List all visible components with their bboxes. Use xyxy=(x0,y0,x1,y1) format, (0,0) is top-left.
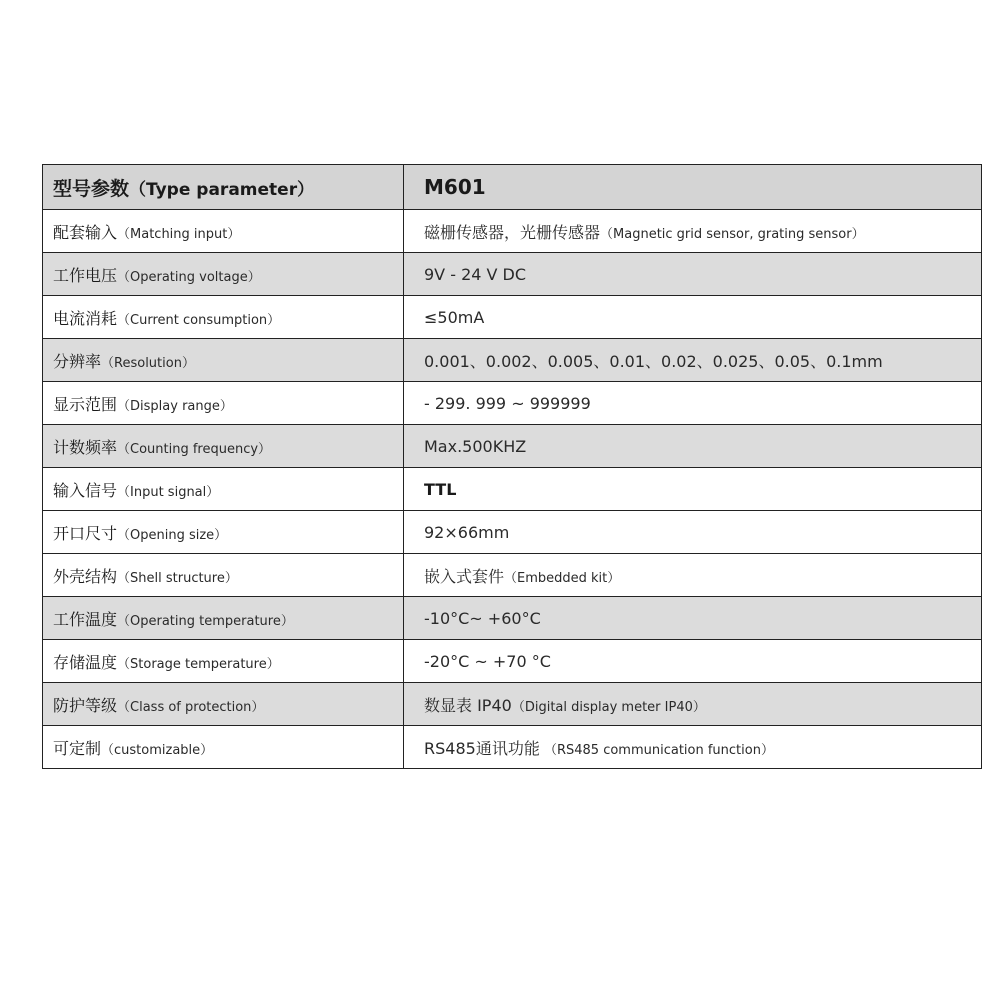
row-value: 0.001、0.002、0.005、0.01、0.02、0.025、0.05、0.1mm xyxy=(424,351,883,371)
row-value-cell xyxy=(404,511,982,554)
row-label-cn: 电流消耗 xyxy=(53,308,118,328)
row-label-en: （customizable） xyxy=(101,742,214,758)
row-label-cell xyxy=(43,296,404,339)
row-value-cell xyxy=(404,296,982,339)
table-row xyxy=(43,468,982,511)
table-row xyxy=(43,554,982,597)
row-value: ≤50mA xyxy=(424,307,485,327)
row-value-cell xyxy=(404,253,982,296)
row-label-cell xyxy=(43,683,404,726)
row-value-cell xyxy=(404,597,982,640)
row-label-cn: 计数频率 xyxy=(53,437,118,457)
row-value: -10°C~ +60°C xyxy=(424,608,541,628)
row-label-en: （Class of protection） xyxy=(117,699,265,715)
row-label-cell xyxy=(43,554,404,597)
row-label-en: （Storage temperature） xyxy=(117,656,280,672)
row-value-cell xyxy=(404,683,982,726)
row-value: - 299. 999 ~ 999999 xyxy=(424,393,591,413)
row-value: TTL xyxy=(424,479,457,499)
spec-table xyxy=(42,164,982,769)
table-row xyxy=(43,597,982,640)
row-label-cell xyxy=(43,382,404,425)
row-label-cn: 开口尺寸 xyxy=(53,523,118,543)
row-label-cell xyxy=(43,425,404,468)
row-label-cn: 工作温度 xyxy=(53,609,118,629)
row-label-cn: 存储温度 xyxy=(53,652,118,672)
row-label-cell xyxy=(43,597,404,640)
table-header-row xyxy=(43,165,982,210)
row-label-cn: 工作电压 xyxy=(53,265,118,285)
row-label-cn: 外壳结构 xyxy=(53,566,118,586)
table-row xyxy=(43,382,982,425)
row-value-en: （Digital display meter IP40） xyxy=(511,699,706,715)
row-value: RS485通讯功能 xyxy=(424,738,540,758)
row-label-cn: 分辨率 xyxy=(53,351,102,371)
row-label-en: （Current consumption） xyxy=(117,312,281,328)
header-label-en: （Type parameter） xyxy=(129,179,315,200)
table-row xyxy=(43,339,982,382)
row-label-cell xyxy=(43,210,404,253)
row-value-cell xyxy=(404,425,982,468)
row-label-en: （Resolution） xyxy=(101,355,195,371)
header-model-cell xyxy=(404,165,982,210)
header-label-cn: 型号参数 xyxy=(53,177,130,200)
table-row xyxy=(43,640,982,683)
row-label-en: （Input signal） xyxy=(117,484,220,500)
row-label-cn: 输入信号 xyxy=(53,480,118,500)
row-label-en: （Operating voltage） xyxy=(117,269,261,285)
table-row xyxy=(43,296,982,339)
table-row xyxy=(43,683,982,726)
table-row xyxy=(43,726,982,769)
row-label-cell xyxy=(43,726,404,769)
row-label-cn: 防护等级 xyxy=(53,695,118,715)
row-label-en: （Counting frequency） xyxy=(117,441,272,457)
row-value: 嵌入式套件 xyxy=(424,566,505,586)
row-value-cell xyxy=(404,382,982,425)
row-value-cell xyxy=(404,640,982,683)
row-label-en: （Opening size） xyxy=(117,527,228,543)
row-value-cell xyxy=(404,554,982,597)
row-value-en: （RS485 communication function） xyxy=(539,742,774,758)
row-value: Max.500KHZ xyxy=(424,436,527,456)
row-value: 磁栅传感器，光栅传感器 xyxy=(424,222,601,242)
table-row xyxy=(43,253,982,296)
row-value: 数显表 IP40 xyxy=(424,695,512,715)
model-name: M601 xyxy=(424,175,486,199)
row-value: 92×66mm xyxy=(424,522,510,542)
table-row xyxy=(43,210,982,253)
row-label-en: （Shell structure） xyxy=(117,570,238,586)
row-label-en: （Display range） xyxy=(117,398,233,414)
row-label-en: （Matching input） xyxy=(117,226,241,242)
table-row xyxy=(43,425,982,468)
row-value-cell xyxy=(404,726,982,769)
row-label-cn: 可定制 xyxy=(53,738,102,758)
row-label-cn: 配套输入 xyxy=(53,222,118,242)
row-label-en: （Operating temperature） xyxy=(117,613,294,629)
row-label-cell xyxy=(43,339,404,382)
row-label-cell xyxy=(43,511,404,554)
row-value-en: （Embedded kit） xyxy=(504,570,621,586)
row-value-en: （Magnetic grid sensor, grating sensor） xyxy=(600,226,865,242)
header-label-cell xyxy=(43,165,404,210)
row-value-cell xyxy=(404,468,982,511)
table-row xyxy=(43,511,982,554)
row-label-cell xyxy=(43,468,404,511)
row-label-cell xyxy=(43,253,404,296)
row-value-cell xyxy=(404,210,982,253)
row-value-cell xyxy=(404,339,982,382)
row-label-cell xyxy=(43,640,404,683)
row-label-cn: 显示范围 xyxy=(53,394,118,414)
row-value: -20°C ~ +70 °C xyxy=(424,651,551,671)
row-value: 9V - 24 V DC xyxy=(424,264,527,284)
